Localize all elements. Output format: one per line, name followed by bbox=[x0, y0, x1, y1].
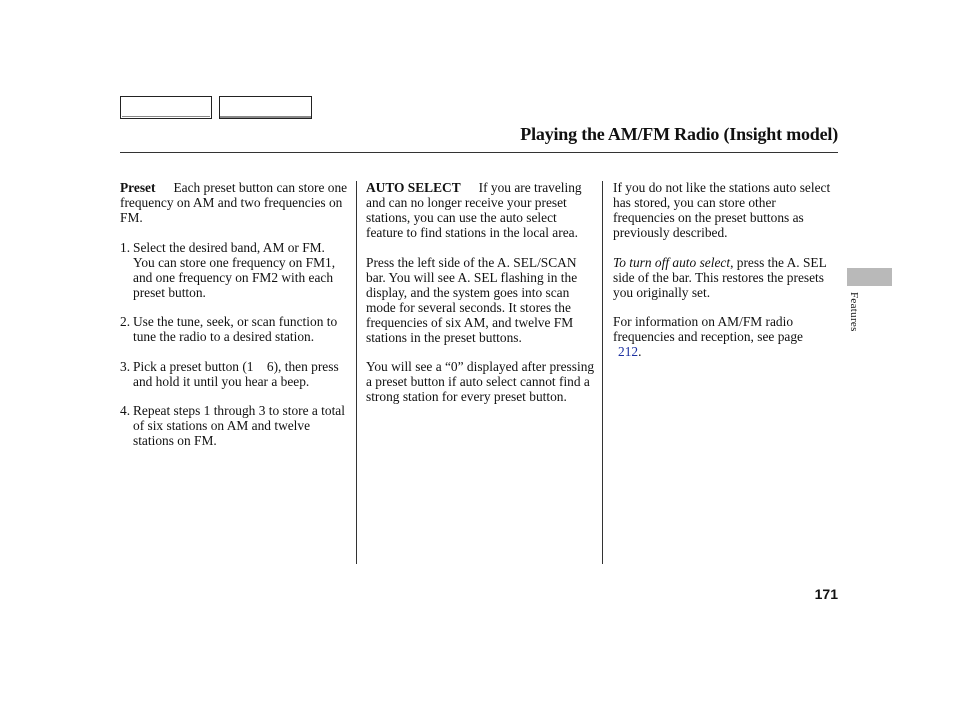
list-item: 3. Pick a preset button (1 6), then press and hold it until you hear a beep. bbox=[120, 358, 343, 389]
turn-off-paragraph: To turn off auto select, press the A. SEL side of the bar. This restores the presets you originally set. bbox=[613, 254, 827, 300]
page-number: 171 bbox=[814, 586, 838, 602]
turn-off-lead: To turn off auto select bbox=[613, 254, 731, 270]
nav-button-contents[interactable] bbox=[120, 96, 212, 119]
preset-steps-list bbox=[120, 240, 348, 449]
auto-select-body: If you are traveling and can no longer receive your preset stations, you can use the auto select feature to find stations in the local area. bbox=[366, 180, 582, 240]
column-divider-2 bbox=[602, 181, 603, 564]
preset-paragraph bbox=[120, 180, 348, 225]
list-item: 1. Select the desired band, AM or FM. You can store one frequency on FM1, and one frequency on FM2 with each preset button. bbox=[120, 239, 336, 300]
store-other-paragraph: If you do not like the stations auto select has stored, you can store other frequencies on the preset buttons as previously described. bbox=[613, 180, 831, 240]
page-link[interactable]: 212 bbox=[618, 344, 639, 359]
auto-select-paragraph bbox=[366, 180, 596, 240]
section-tab bbox=[847, 268, 892, 286]
preset-heading: Preset bbox=[120, 180, 156, 195]
auto-select-instructions: Press the left side of the A. SEL/SCAN bar. You will see A. SEL flashing in the display, and the system goes into scan mode for several seconds. It stores the frequencies of six AM, and twelve FM stations in the preset buttons. bbox=[366, 254, 578, 345]
column-3 bbox=[613, 180, 837, 374]
column-divider-1 bbox=[356, 181, 357, 564]
list-item: 2. Use the tune, seek, or scan function to tune the radio to a desired station. bbox=[120, 314, 338, 344]
auto-select-heading: AUTO SELECT bbox=[366, 180, 461, 195]
page-title: Playing the AM/FM Radio (Insight model) bbox=[520, 124, 838, 144]
title-divider bbox=[120, 152, 838, 153]
column-2 bbox=[366, 180, 596, 419]
zero-display-note: You will see a “0” displayed after pressing a preset button if auto select cannot find a strong station for every preset button. bbox=[366, 359, 595, 404]
section-label: Features bbox=[848, 292, 860, 332]
column-1 bbox=[120, 180, 348, 463]
preset-body: Each preset button can store one frequency on AM and two frequencies on FM. bbox=[120, 180, 348, 225]
list-item: 4. Repeat steps 1 through 3 to store a total of six stations on AM and twelve stations on FM. bbox=[120, 403, 345, 448]
nav-button-index[interactable] bbox=[219, 96, 312, 119]
reference-paragraph: For information on AM/FM radio frequencies and reception, see page 212. bbox=[613, 314, 803, 359]
